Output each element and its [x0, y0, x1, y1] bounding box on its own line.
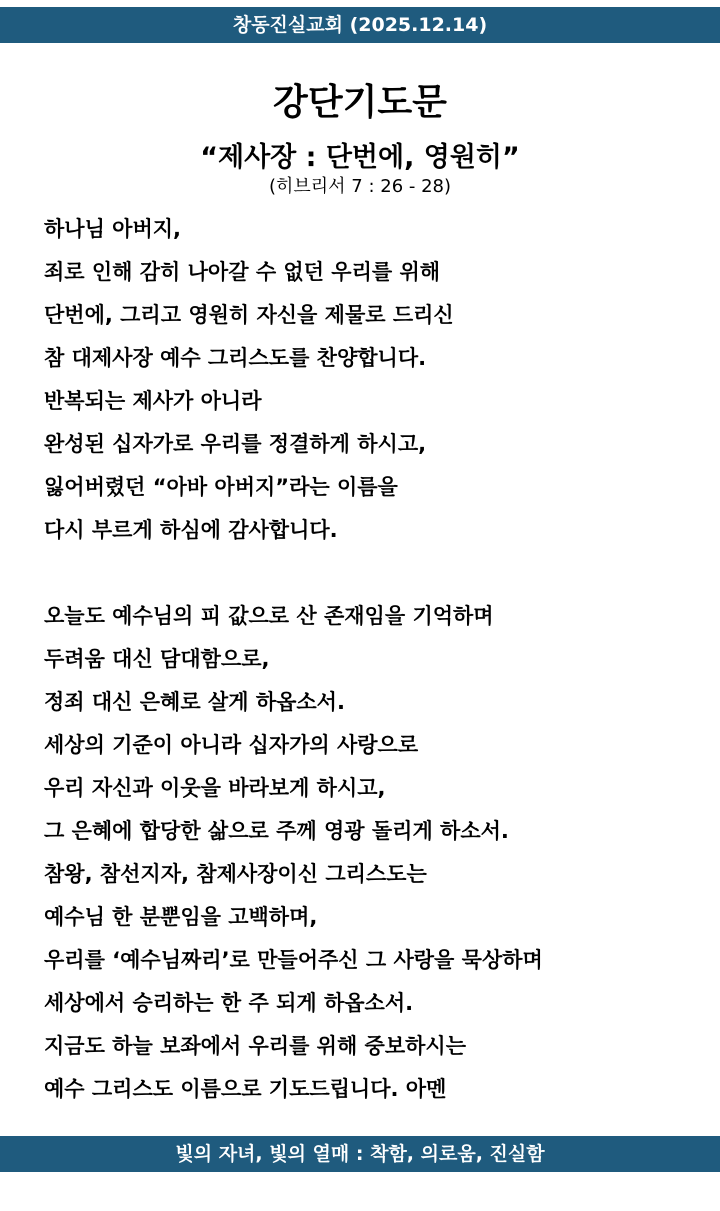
- prayer-line: 잃어버렸던 “아바 아버지”라는 이름을: [44, 475, 398, 499]
- scripture-reference: (히브리서 7 : 26 - 28): [268, 176, 452, 197]
- prayer-line: 우리 자신과 이웃을 바라보게 하시고,: [44, 776, 386, 800]
- footer-motto: 빛의 자녀, 빛의 열매 : 착함, 의로움, 진실함: [175, 1143, 545, 1165]
- prayer-line: 세상에서 승리하는 한 주 되게 하옵소서.: [44, 991, 414, 1015]
- prayer-line: 정죄 대신 은혜로 살게 하옵소서.: [44, 690, 345, 714]
- prayer-line: 세상의 기준이 아니라 십자가의 사랑으로: [44, 733, 419, 757]
- prayer-line: 다시 부르게 하심에 감사합니다.: [44, 518, 338, 542]
- prayer-line: 지금도 하늘 보좌에서 우리를 위해 중보하시는: [44, 1034, 466, 1058]
- prayer-line: 예수 그리스도 이름으로 기도드립니다. 아멘: [44, 1077, 447, 1101]
- prayer-line: 오늘도 예수님의 피 값으로 산 존재임을 기억하며: [44, 604, 494, 628]
- prayer-line: 완성된 십자가로 우리를 정결하게 하시고,: [44, 432, 427, 456]
- prayer-line: 반복되는 제사가 아니라: [44, 389, 262, 413]
- prayer-line: 참 대제사장 예수 그리스도를 찬양합니다.: [44, 346, 427, 370]
- church-name-date: 창동진실교회 (2025.12.14): [232, 14, 488, 36]
- prayer-line: 참왕, 참선지자, 참제사장이신 그리스도는: [44, 862, 427, 886]
- prayer-line: 예수님 한 분뿐임을 고백하며,: [44, 905, 318, 929]
- prayer-body: [44, 208, 704, 1111]
- prayer-line: 두려움 대신 담대함으로,: [44, 647, 270, 671]
- header-banner: [0, 7, 720, 43]
- prayer-stanza-2: [44, 595, 704, 1111]
- prayer-line: 하나님 아버지,: [44, 217, 182, 241]
- prayer-stanza-1: [44, 208, 704, 552]
- footer-banner: [0, 1136, 720, 1172]
- prayer-line: 죄로 인해 감히 나아갈 수 없던 우리를 위해: [44, 260, 441, 284]
- prayer-line: 단번에, 그리고 영원히 자신을 제물로 드리신: [44, 303, 454, 327]
- sermon-subtitle: “제사장 : 단번에, 영원히”: [200, 142, 520, 173]
- document-title: 강단기도문: [273, 82, 447, 123]
- prayer-line: 우리를 ‘예수님짜리’로 만들어주신 그 사랑을 묵상하며: [44, 948, 543, 972]
- prayer-line: 그 은혜에 합당한 삶으로 주께 영광 돌리게 하소서.: [44, 819, 509, 843]
